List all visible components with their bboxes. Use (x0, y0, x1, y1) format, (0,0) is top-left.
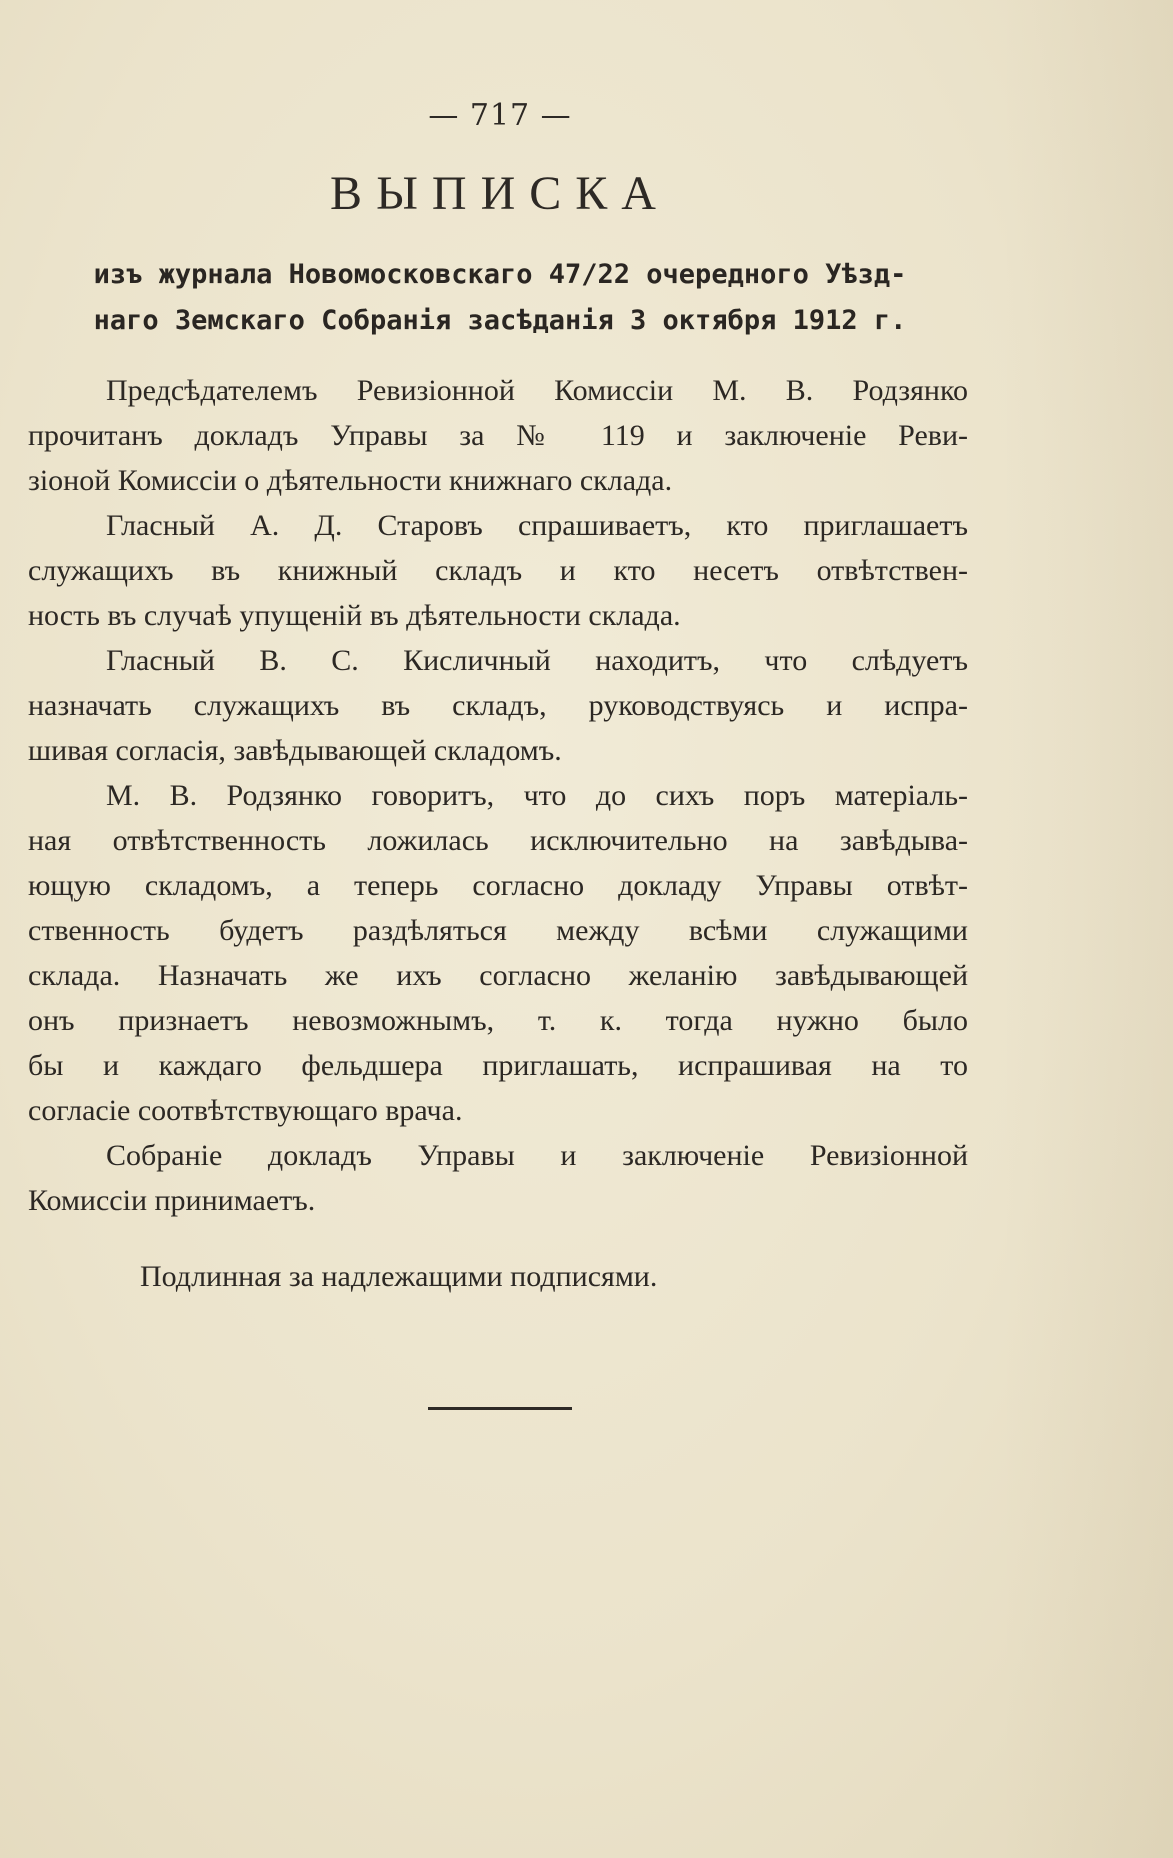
document-title: ВЫПИСКА (330, 167, 670, 220)
body-line: ная отвѣтственность ложилась исключительно на завѣдыва- (28, 824, 968, 857)
body-line: служащихъ въ книжный складъ и кто несетъ отвѣтствен- (28, 554, 968, 587)
closing-rule (428, 1407, 572, 1410)
subtitle-line-1: изъ журнала Новомосковскаго 47/22 очередного Уѣзд- (93, 259, 907, 290)
body-line: бы и каждаго фельдшера приглашать, испрашивая на то (28, 1049, 968, 1082)
body-line: Гласный А. Д. Старовъ спрашиваетъ, кто приглашаетъ (106, 509, 968, 542)
body-line: прочитанъ докладъ Управы за № 119 и заключеніе Реви- (28, 419, 968, 452)
body-line: ющую складомъ, а теперь согласно докладу Управы отвѣт- (28, 869, 968, 902)
body-line: зіоной Комиссіи о дѣятельности книжнаго склада. (28, 464, 673, 497)
body-line: Собраніе докладъ Управы и заключеніе Ревизіонной (106, 1139, 968, 1172)
page-edge-shading (1000, 0, 1173, 1858)
body-line: ственность будетъ раздѣляться между всѣми служащими (28, 914, 968, 947)
body-line: онъ признаетъ невозможнымъ, т. к. тогда нужно было (28, 1004, 968, 1037)
body-line: шивая согласія, завѣдывающей складомъ. (28, 734, 562, 767)
subtitle-line-2: наго Земскаго Собранія засѣданія 3 октября 1912 г. (93, 305, 907, 336)
document-body (28, 368, 968, 1223)
body-line: назначать служащихъ въ складъ, руководствуясь и испра- (28, 689, 968, 722)
body-line: ность въ случаѣ упущеній въ дѣятельности склада. (28, 599, 681, 632)
body-line: согласіе соотвѣтствующаго врача. (28, 1094, 463, 1127)
body-line: Предсѣдателемъ Ревизіонной Комиссіи М. В. Родзянко (106, 374, 968, 407)
body-line: М. В. Родзянко говоритъ, что до сихъ поръ матеріаль- (106, 779, 968, 812)
page-number: — 717 — (428, 98, 572, 133)
body-line: Гласный В. С. Кисличный находитъ, что слѣдуетъ (106, 644, 968, 677)
body-line: склада. Назначать же ихъ согласно желанію завѣдывающей (28, 959, 968, 992)
signature-note: Подлинная за надлежащими подписями. (140, 1260, 658, 1293)
body-line: Комиссіи принимаетъ. (28, 1184, 316, 1217)
document-subtitle (0, 252, 1000, 344)
